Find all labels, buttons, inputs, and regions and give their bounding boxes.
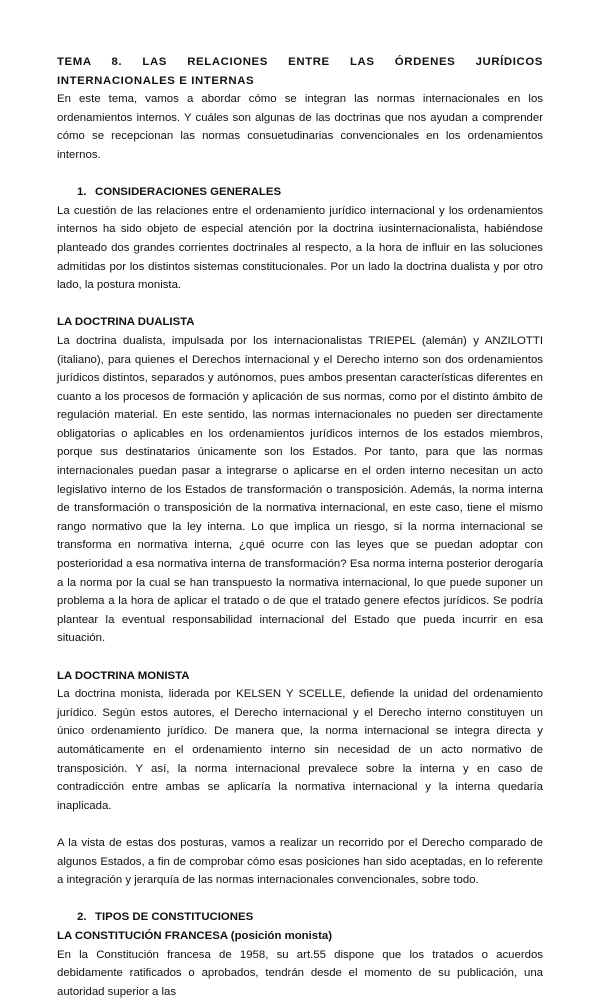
monista-paragraph: La doctrina monista, liderada por KELSEN Y SCELLE, defiende la unidad del ordenamiento jurídico. Según estos autores, el Derecho internacional y el Derecho interno constituyen un único ordenamiento jurídico. De manera que, la norma internacional se integra directa y automáticamente en el ordenamiento interno sin necesidad de un acto normativo de transposición. Y así, la norma internacional prevalece sobre la interna y en caso de contradicción entre ambas se aplicaría la normativa internacional y la interna quedaría inaplicada. — [57, 685, 543, 815]
section-1-number: 1. — [77, 183, 95, 202]
dualista-paragraph: La doctrina dualista, impulsada por los internacionalistas TRIEPEL (alemán) y ANZILOTTI (italiano), para quienes el Derechos internacional y el Derecho interno son dos ordenamientos jurídicos distintos, separados y autónomos, pues ambos presentan características diferentes en cuanto a los procesos de formación y aplicación de sus normas, como por el distinto ámbito de regulación material. En este sentido, las normas internacionales no pueden ser directamente obligatorias o aplicables en los ordenamientos jurídicos internos de los estados miembros, porque sus destinatarios únicamente son los Estados. Por tanto, para que las normas internacionales puedan pasar a integrarse o aplicarse en el orden interno necesitan un acto legislativo interno de los Estados de transformación o transposición. Además, la norma interna de transformación o transposición de la normativa internacional, en este caso, tiene el mismo rango normativo que la ley interna. Lo que implica un riesgo, si la norma internacional se transforma en normativa interna, ¿qué ocurre con las leyes que se puedan adoptar con posterioridad a esa normativa interna de transformación? Esa norma interna posterior derogaría a la norma por la cual se han transpuesto la normativa internacional, lo que puede suponer un problema a la hora de aplicar el tratado o de que el tratado genere efectos jurídicos. Se podría plantear la eventual responsabilidad internacional del Estado que pueda incurrir en esa situación. — [57, 332, 543, 648]
section-1-heading — [57, 183, 543, 202]
intro-paragraph: En este tema, vamos a abordar cómo se integran las normas internacionales en los ordenamientos internos. Y cuáles son algunas de las doctrinas que nos ayudan a comprender cómo se recepcionan las normas consuetudinarias convencionales en los ordenamientos internos. — [57, 90, 543, 164]
section-1-paragraph: La cuestión de las relaciones entre el ordenamiento jurídico internacional y los ordenamientos internos ha sido objeto de especial atención por la doctrina iusinternacionalista, habiéndose planteado dos grandes corrientes doctrinales al respecto, a la hora de influir en las soluciones admitidas por los distintos sistemas constitucionales. Por un lado la doctrina dualista y por otro lado, la postura monista. — [57, 202, 543, 295]
document-page — [57, 53, 543, 1001]
section-1-title: CONSIDERACIONES GENERALES — [95, 186, 281, 198]
section-2-number: 2. — [77, 908, 95, 927]
monista-heading: LA DOCTRINA MONISTA — [57, 667, 543, 686]
comparado-paragraph: A la vista de estas dos posturas, vamos a realizar un recorrido por el Derecho comparado de algunos Estados, a fin de comprobar cómo esas posiciones han sido aceptadas, en lo referente a integración y jerarquía de las normas internacionales convencionales, sobre todo. — [57, 834, 543, 890]
dualista-heading: LA DOCTRINA DUALISTA — [57, 313, 543, 332]
section-2-title: TIPOS DE CONSTITUCIONES — [95, 911, 253, 923]
document-title: TEMA 8. LAS RELACIONES ENTRE LAS ÓRDENES JURÍDICOS INTERNACIONALES E INTERNAS — [57, 53, 543, 90]
francesa-paragraph: En la Constitución francesa de 1958, su art.55 dispone que los tratados o acuerdos debidamente ratificados o aprobados, tendrán desde el momento de su publicación, una autoridad superior a las — [57, 946, 543, 1001]
section-2-heading — [57, 908, 543, 927]
francesa-heading: LA CONSTITUCIÓN FRANCESA (posición monista) — [57, 927, 543, 946]
